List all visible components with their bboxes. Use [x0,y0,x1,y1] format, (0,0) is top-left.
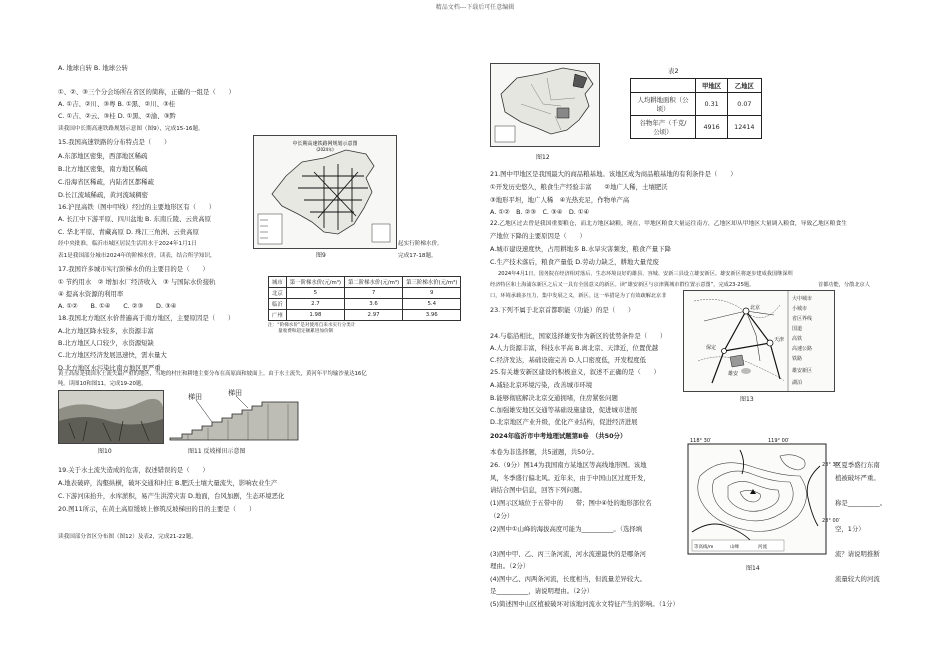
table-row [631,79,762,93]
q21-choices-2: ③地形平坦，地广人稀 ④光热充足，作物单产高 [490,196,630,204]
q26-part-4-b: 是__________，请说明理由。（2分） [490,587,594,595]
figure-14-contour-map [680,436,832,558]
q22-option-ab: A.城市建设速度快，占用耕地多 B.水旱灾害频发，粮食产量下降 [490,245,671,253]
q19-stem: 19.关于水土流失造成的危害，叙述错误的是（ ） [58,466,209,474]
q26-part-5: (5)简述图中山区植被破坏对该地河流水文特征产生的影响。（1分） [490,600,679,608]
q17-choice-4: ④ 提高水资源的利用率 [58,290,124,298]
q18-option-a: A.北方地区降水较多，水资源丰富 [58,327,154,335]
q19-option-cd: C.下游河床抬升，水库淤积，易产生洪涝灾害 D.地面，台风加剧，生态环境恶化 [58,492,285,500]
figure-9-railway-map [253,135,397,249]
table-cell: 0.31 [696,93,728,116]
q26-part-4-right: 流量较大的河流 [835,575,880,583]
figure-13-label-xiongan: 雄安 [728,371,739,377]
figure-14-legend-peak: 山峰 [730,545,739,550]
q26-part-1-points: （2分） [490,512,514,520]
table-cell: 4916 [696,116,728,139]
legend-railway: 铁路 [792,356,803,362]
table-cell: 人均耕地面积（公顷） [631,93,696,116]
q26-part-1-right: 称是__________。 [835,499,887,507]
q25-stem: 25.有关雄安新区建设的积极意义，叙述不正确的是（ ） [490,368,660,376]
legend-national-road: 国道 [792,326,803,332]
q14-option-cd: C. ①吉、②云、③桂 D. ①黑、②渝、③黔 [58,112,176,120]
table-header-cell: 第一阶梯水价(元/m³) [286,277,344,288]
legend-lake: 湖泊 [792,380,803,386]
q18-option-d: D.北方地区水污染比南方地区更严重 [58,364,161,372]
intro-17-text-a: 经中央批准，临沂市城区居民生活用水于2024年1月1日 [58,241,197,247]
figure-12-caption: 图12 [536,154,550,161]
table-cell: 12414 [728,116,761,139]
intro-15-16: 读我国中长期高速铁路规划示意图（图9），完成15-16题。 [58,126,204,132]
legend-province-border: 省区界线 [792,316,813,322]
q21-choices-1: ①开发历史悠久，粮食生产经验丰富 ②地广人稀，土壤肥沃 [490,183,668,191]
table-cell: 2.7 [286,299,344,310]
q22-stem-b: 产地位下降的主要原因是（ ） [490,232,586,240]
q14-stem: ①、②、③三个分会场所在省区的简称，正确的一组是（ ） [58,88,235,96]
q25-option-c: C.加强雄安地区交通等基础设施建设，促进城市进展 [490,406,638,414]
table-header-cell: 乙地区 [728,79,761,93]
table-cell: 谷物年产（千克/公顷） [631,116,696,139]
table-row [631,116,762,139]
q18-option-b: B.北方地区人口较少，水资源短缺 [58,339,154,347]
figure-13-label-tianjin: 天津 [774,337,785,343]
table-header-cell [631,79,696,93]
q19-option-ab: A.地表破碎，沟壑纵横，破坏交通和村庄 B.肥沃土壤大量流失，影响农业生产 [58,479,278,487]
figure-10-caption: 图10 [98,448,112,455]
q26-part-1: (1)图示区域位于五带中的 带；图中④处的地形部位名 [490,499,652,507]
figure-13-label-beijing: 北京 [750,305,761,311]
q25-option-b: B.能够彻底解决北京交通拥堵，住房紧张问题 [490,394,618,402]
intro-23-25-b-right: 首都功能，分散北京人 [818,282,870,288]
q15-option-a: A.东部地区密集，西部地区稀疏 [58,152,148,160]
intro-17-text-a-right: 起实行阶梯水价。 [398,241,443,247]
q15-option-d: D.长江流域稀疏，黄河流域稠密 [58,191,149,199]
intro-17-text-b: 表1是我国部分城市2024年的阶梯水价，读表，结合所学知识， [58,253,216,259]
q17-stem: 17.我国许多城市实行阶梯水价的主要目的是（ ） [58,265,209,273]
legend-big-city: 大中城市 [792,296,813,302]
q26-stem-b-right: 植被破坏严重。 [835,474,880,482]
q25-option-d: D.北京地区产业升级，优化产业结构，促进经济进展 [490,418,638,426]
q26-part-2-right: 空，1分） [835,525,865,533]
intro-19-20-b: 吨。读图10和图11，完成19-20题。 [58,381,147,387]
figure-11-label-1: 梯田 [188,393,202,401]
q14-option-ab: A. ①吉、②川、③粤 B. ①黑、②川、③桂 [58,100,176,108]
q26-stem-right: 区夏季盛行东南 [835,461,880,469]
q16-stem: 16.沪昆高铁（图中甲线）经过的主要地形区有（ ） [58,203,216,211]
legend-high-speed-rail: 高铁 [792,336,803,342]
table-row [269,288,461,299]
figure-13-label-baoding: 保定 [706,345,717,351]
table-cell: 3.6 [344,299,402,310]
table-1-note-1: 注：“阶梯水价”是对使用自来水实行分类计 [268,323,356,328]
figure-12-province-map [490,63,600,147]
table-1-water-prices [268,276,461,334]
table-2-region-comparison [630,78,762,139]
q16-option-ab: A. 长江中下游平原、四川盆地 B. 东南丘陵、云贵高原 [58,215,212,223]
q22-stem: 22.乙地区过去曾是我国重要粮仓，而北方地区缺粮，现在，甲地区粮食大量运往南方，乙地区却从甲地区大量调入粮食，导致乙地区粮食生 [490,221,848,227]
table-cell: 9 [403,288,461,299]
legend-small-city: 小城市 [792,306,808,312]
intro-21-22: 读我国部分省区分布图（图12）及表2，完成21-22题。 [58,534,197,540]
figure-9-title: 中长期高速铁路网规划示意图 [292,141,358,147]
table-cell: 5 [286,288,344,299]
section-2-instructions: 本卷为非选择题，共5道题，共50分。 [490,448,599,456]
q26-stem: 26.（9分）图14为我国南方某地区等高线地形图。该地 [490,461,647,469]
q17-options: A. ①② B. ①④ C. ②③ D. ③④ [58,302,177,310]
table-header-cell: 城市 [269,277,287,288]
table-cell: 广州 [269,310,287,321]
table-1-note-2: 量收费和超定额累进加价制 [278,329,334,334]
table-cell: 7 [344,288,402,299]
q15-option-b: B.北方地区密集，南方地区稀疏 [58,165,148,173]
q26-stem-c: 请结合图中信息，回答下列问题。 [490,486,586,494]
q26-part-3-b: 理由。（2分） [490,562,530,570]
figure-14-legend-contour: 等高线/m [694,545,714,550]
q26-part-3: (3)图中甲、乙、丙三条河流，河水流速最快的是哪条河 [490,550,647,558]
q26-part-3-right: 流？请说明推断 [835,550,880,558]
q20-stem: 20.图11所示，在黄土高原缓坡上修筑反坡梯田的目的主要是（ ） [58,505,256,513]
figure-9-subtitle: (2024年) [316,147,334,152]
figure-14-longitude-2: 119° 00′ [768,438,790,444]
q24-option-ab: A.人力资源丰富，科技水平高 B.离北京、天津近，位置优越 [490,344,659,352]
q24-option-cd: C.经济发达，基础设施完善 D.人口密度低，开发程度低 [490,356,647,364]
figure-14-latitude-1: 28° 30′ [822,462,840,468]
table-row [631,93,762,116]
table-cell: 1.98 [286,310,344,321]
intro-17-text-b-right: 完成17-18题。 [398,253,437,259]
table-cell: 5.4 [403,299,461,310]
figure-9-caption: 图9 [316,252,326,259]
q22-option-cd: C.生产技术落后，粮食产量低 D.劳动力缺乏，耕地大量荒废 [490,258,659,266]
q15-option-c: C.沿海省区稀疏，内陆省区都稀疏 [58,178,154,186]
q13-options: A. 地球自转 B. 地球公转 [58,64,128,72]
intro-23-25-b: 经济特区和上海浦东新区之后又一具有全国意义的新区。读“雄安新区与京津冀城市群位置示意图”，完成23-25题。 [490,282,755,288]
figure-14-caption: 图14 [746,565,760,572]
q23-stem: 23.下列不属于北京首都职能（功能）的是（ ） [490,306,635,314]
table-row [269,310,461,321]
q25-option-a: A.减轻北京环境污染，改善城市环境 [490,381,593,389]
table-header-cell: 第三阶梯水价(元/m³) [403,277,461,288]
q18-stem: 18.我国北方地区水价普遍高于南方地区，主要原因是（ ） [58,314,235,322]
intro-23-25: 2024年4月1日，国务院在经济相对落后、生态环境良好的雄县、容城、安新三县设立雄安新区。雄安新区将逐步建成我国继深圳 [498,271,793,277]
figure-14-longitude-1: 118° 30′ [690,438,712,444]
section-2-title: 2024年临沂市中考地理试题第Ⅱ卷 （共50分） [490,432,627,440]
figure-10-loess-photo [58,390,164,444]
figure-13-xiongan-map [683,290,835,392]
q18-option-c: C.北方地区经济发展迅速快，需水量大 [58,351,167,359]
table-cell: 北京 [269,288,287,299]
q17-choices: ① 节约用水 ② 增加水厂经济收入 ③ 与国际水价接轨 [58,278,216,286]
table-cell: 0.07 [728,93,761,116]
figure-13-caption: 图13 [740,396,754,403]
table-cell: 2.97 [344,310,402,321]
table-cell: 3.96 [403,310,461,321]
figure-14-legend-river: 河流 [758,545,767,550]
legend-expressway: 高速公路 [792,346,813,352]
q24-stem: 24.与临沿相比，国家选择雄安作为新区的优势条件是（ ） [490,332,667,340]
q26-stem-b: 风，冬季盛行偏北风。近年来，由于中国山区过度开发， [490,474,650,482]
table-cell: 临沂 [269,299,287,310]
figure-11-caption: 图11 反坡梯田示意图 [188,448,246,455]
table-row [269,277,461,288]
q15-stem: 15.我国高速铁路的分布特点是（ ） [58,138,171,146]
q26-part-4: (4)图中乙、丙两条河流，长度相当，但流量差异较大。 [490,575,647,583]
q26-part-2: (2)图中①山峰的海拔高度可能为__________。（选择填 [490,525,643,533]
q16-option-cd: C. 华北平原、青藏高原 D. 珠江三角洲、云贵高原 [58,228,199,236]
table-header-cell: 第二阶梯水价(元/m³) [344,277,402,288]
q21-options: A. ①② B. ②③ C. ③④ D. ①④ [490,208,590,216]
figure-14-latitude-2: 28° 00′ [822,518,840,524]
intro-19-20: 黄土高原是我国水土流失最严重的地区，当地的村庄和耕地主要分布在高原面和坡面上。由于水土流失，黄河年平均输沙量达16亿 [58,371,367,377]
table-row [269,299,461,310]
q21-stem: 21.图中甲地区是我国最大的商品粮基地。该地区成为商品粮基地的有利条件是（ ） [490,170,737,178]
intro-23-25-c: 口，环境承载多压力，集中发展之义，新区。这一举措是为了有效疏解北京非 [490,293,667,299]
table-2-title: 表2 [668,67,679,75]
legend-xiongan-area: 雄安新区 [792,368,813,374]
table-header-cell: 甲地区 [696,79,728,93]
page-header: 精品文档---下载后可任意编辑 [435,4,515,11]
figure-11-label-2: 梯田 [228,389,242,397]
